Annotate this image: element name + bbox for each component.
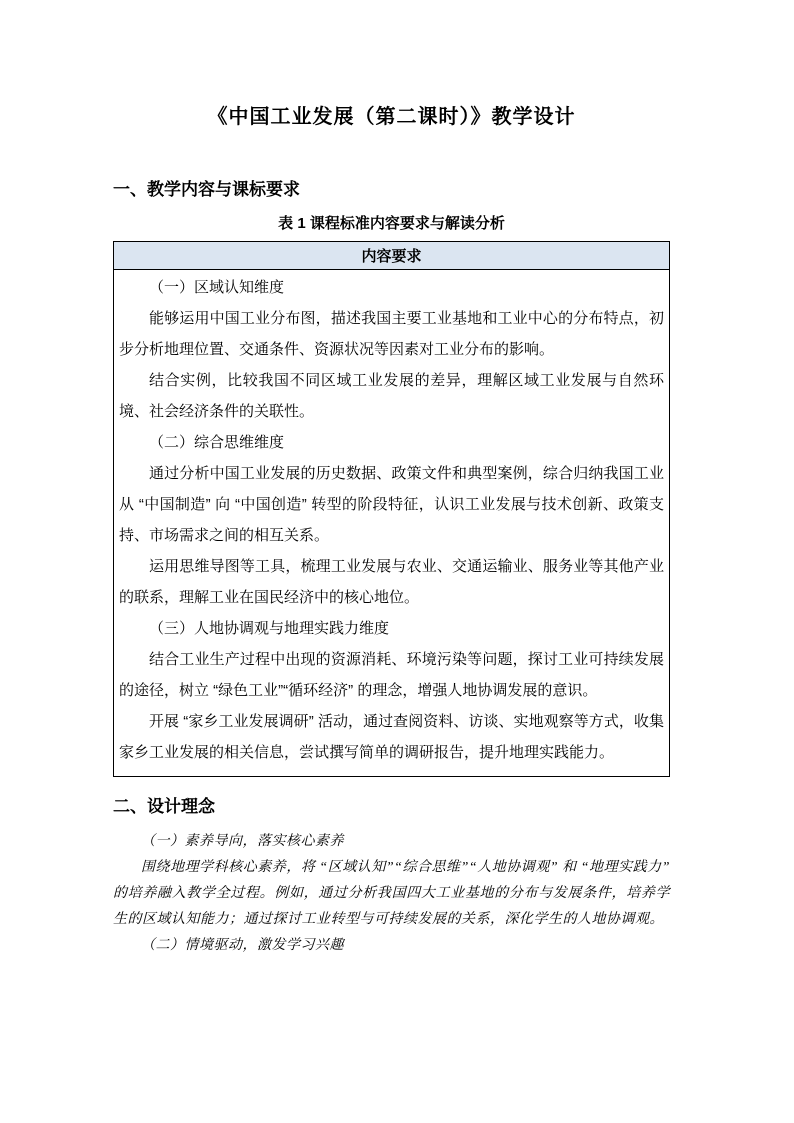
document-title: 《中国工业发展（第二课时）》教学设计: [207, 106, 576, 128]
section2: [113, 792, 670, 959]
table-paragraph: （三）人地协调观与地理实践力维度: [149, 620, 390, 637]
section1-heading: 一、教学内容与课标要求: [113, 180, 300, 199]
table-paragraph: 结合实例，比较我国不同区域工业发展的差异，理解区域工业发展与自然环境、社会经济条件的关联性。: [119, 372, 664, 420]
content-requirements-table: [113, 241, 670, 777]
table-header-cell: 内容要求: [114, 242, 670, 270]
table-paragraph: 运用思维导图等工具，梳理工业发展与农业、交通运输业、服务业等其他产业的联系，理解工业在国民经济中的核心地位。: [119, 558, 664, 606]
table-paragraph: 开展 “家乡工业发展调研” 活动，通过查阅资料、访谈、实地观察等方式，收集家乡工业发展的相关信息，尝试撰写简单的调研报告，提升地理实践能力。: [119, 713, 664, 761]
table-paragraph: 通过分析中国工业发展的历史数据、政策文件和典型案例，综合归纳我国工业从 “中国制造” 向 “中国创造” 转型的阶段特征，认识工业发展与技术创新、政策支持、市场需求之间的相互关系。: [119, 465, 664, 544]
section2-paragraph: （一）素养导向，落实核心素养: [141, 834, 344, 849]
section2-paragraph: （二）情境驱动，激发学习兴趣: [141, 938, 344, 953]
table-header-row: [114, 242, 670, 270]
table-body-row: [114, 270, 670, 777]
section2-paragraph: 围绕地理学科核心素养，将 “区域认知”“综合思维”“人地协调观” 和 “地理实践力” 的培养融入教学全过程。例如，通过分析我国四大工业基地的分布与发展条件，培养学生的区域认知能力；通过探讨工业转型与可持续发展的关系，深化学生的人地协调观。: [113, 860, 670, 927]
table-caption: 表 1 课程标准内容要求与解读分析: [278, 215, 505, 232]
table-body-cell: [114, 270, 670, 777]
table-paragraph: 能够运用中国工业分布图，描述我国主要工业基地和工业中心的分布特点，初步分析地理位置、交通条件、资源状况等因素对工业分布的影响。: [119, 310, 664, 358]
table-paragraph: 结合工业生产过程中出现的资源消耗、环境污染等问题，探讨工业可持续发展的途径，树立 “绿色工业”“循环经济” 的理念，增强人地协调发展的意识。: [119, 651, 664, 699]
table-paragraph: （一）区域认知维度: [149, 279, 285, 296]
table-paragraph: （二）综合思维维度: [149, 434, 285, 451]
section2-heading: 二、设计理念: [113, 797, 215, 816]
